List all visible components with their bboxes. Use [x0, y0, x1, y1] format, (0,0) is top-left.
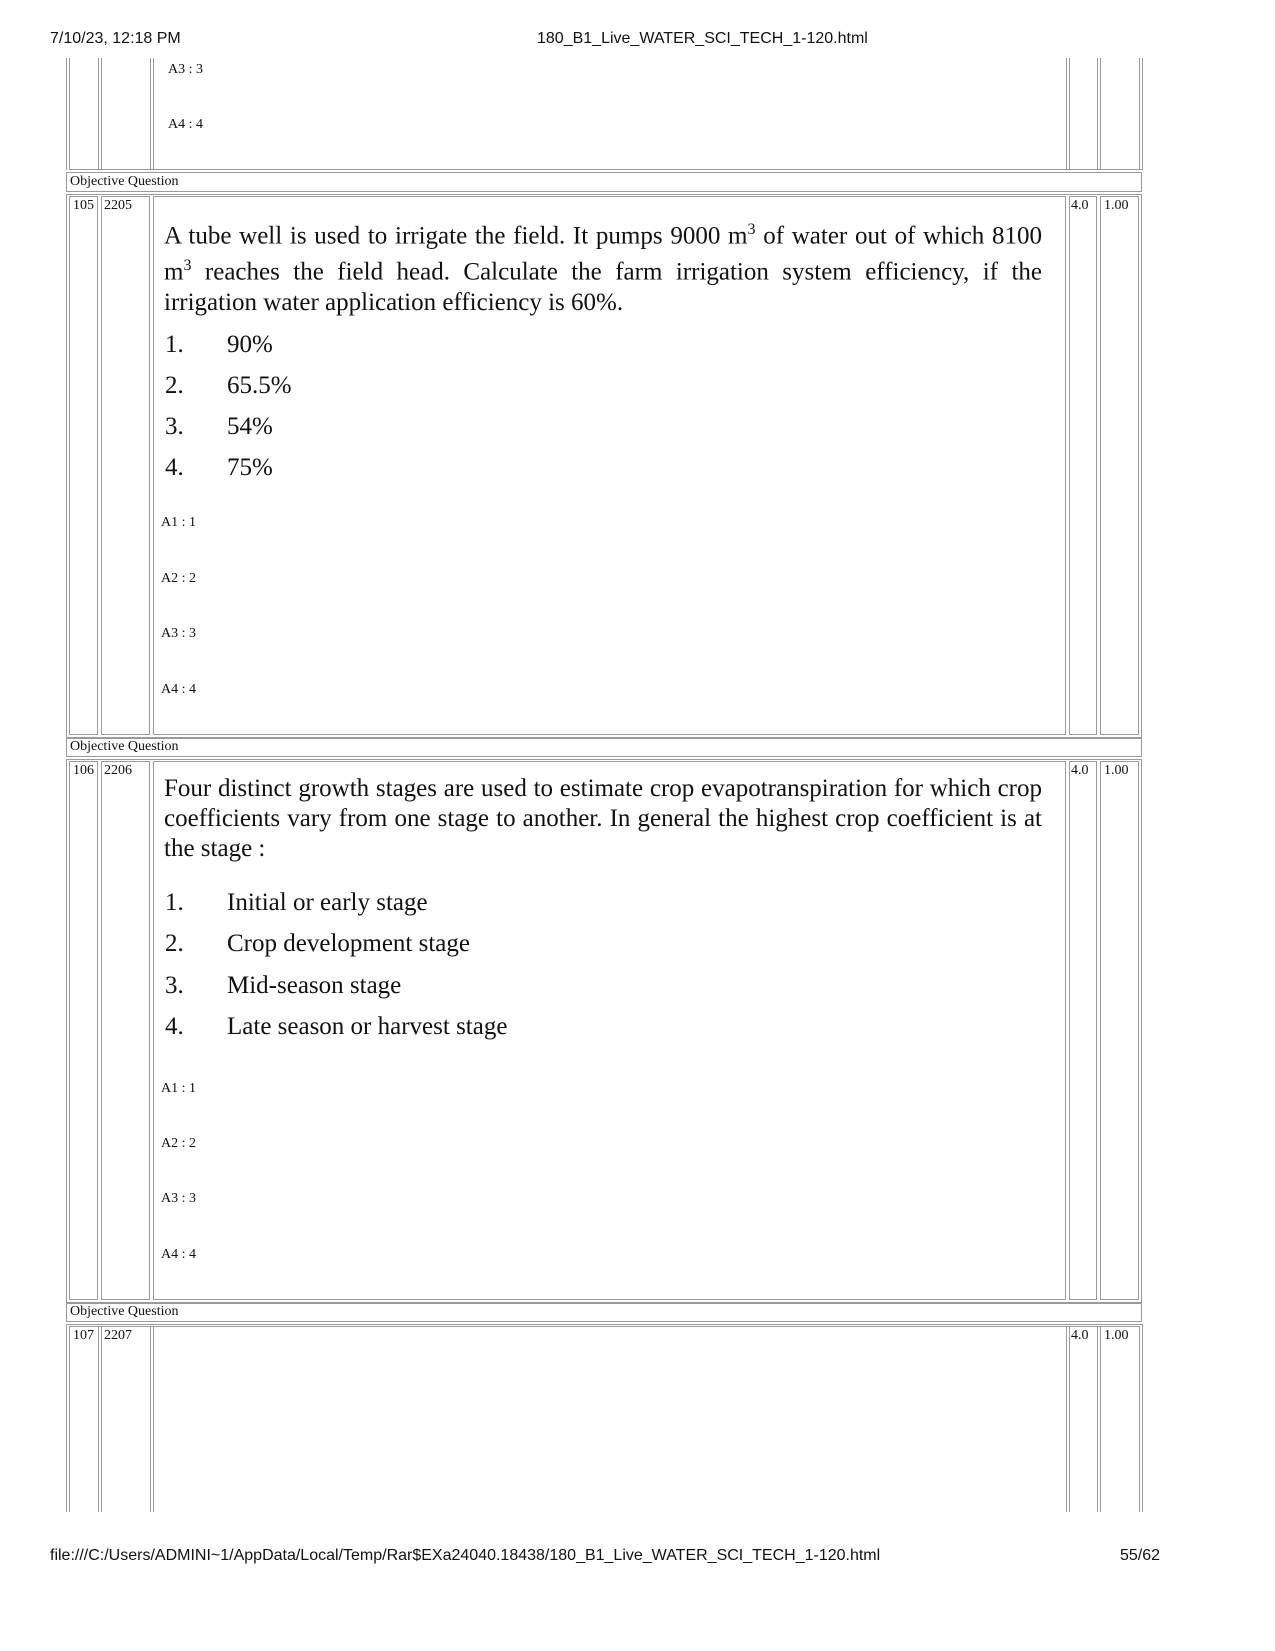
question-id: 2205: [104, 198, 132, 213]
answer-option: A4 : 4: [161, 682, 196, 697]
answer-option: A1 : 1: [161, 515, 196, 530]
answer-option: A2 : 2: [161, 571, 196, 586]
question-marks: 4.0: [1071, 1328, 1089, 1343]
answer-option: A3 : 3: [161, 626, 196, 641]
question-id: 2207: [104, 1328, 132, 1343]
question-serial-number: 107: [73, 1328, 94, 1343]
answer-option: A2 : 2: [161, 1136, 196, 1151]
question-type-label: Objective Question: [70, 1304, 179, 1319]
answer-option: A4 : 4: [168, 117, 203, 132]
print-datetime: 7/10/23, 12:18 PM: [50, 30, 181, 47]
print-title: 180_B1_Live_WATER_SCI_TECH_1-120.html: [537, 30, 868, 47]
print-page-number: 55/62: [1120, 1547, 1161, 1564]
question-marks: 4.0: [1071, 198, 1089, 213]
answer-option: A1 : 1: [161, 1081, 196, 1096]
answer-option: A3 : 3: [161, 1191, 196, 1206]
question-negative-marks: 1.00: [1104, 763, 1129, 778]
question-text: Four distinct growth stages are used to estimate crop evapotranspiration for which crop coefficients vary from one stage to another. In general the highest crop coefficient is at the stage :: [164, 775, 1042, 862]
question-negative-marks: 1.00: [1104, 1328, 1129, 1343]
answer-option: A3 : 3: [168, 62, 203, 77]
option-1: 1. 90%: [165, 331, 273, 358]
answer-option: A4 : 4: [161, 1247, 196, 1262]
print-file-path: file:///C:/Users/ADMINI~1/AppData/Local/Temp/Rar$EXa24040.18438/180_B1_Live_WATER_SCI_TECH_1-120.html: [50, 1547, 881, 1564]
question-serial-number: 106: [73, 763, 94, 778]
question-marks: 4.0: [1071, 763, 1089, 778]
option-2: 2. 65.5%: [165, 372, 292, 399]
option-3: 3. 54%: [165, 413, 273, 440]
option-2: 2. Crop development stage: [165, 930, 470, 957]
question-id: 2206: [104, 763, 132, 778]
question-type-label: Objective Question: [70, 174, 179, 189]
option-4: 4. Late season or harvest stage: [165, 1013, 508, 1040]
option-1: 1. Initial or early stage: [165, 889, 428, 916]
question-negative-marks: 1.00: [1104, 198, 1129, 213]
question-text: A tube well is used to irrigate the field. It pumps 9000 $m^3$ of water out of which 8100 $m^3$ reaches the field head. Calculate the farm irrigation system efficiency, if the irrigation water application efficiency is 60%.: [164, 221, 1042, 316]
option-3: 3. Mid-season stage: [165, 972, 402, 999]
question-type-label: Objective Question: [70, 739, 179, 754]
question-serial-number: 105: [73, 198, 94, 213]
option-4: 4. 75%: [165, 454, 273, 481]
